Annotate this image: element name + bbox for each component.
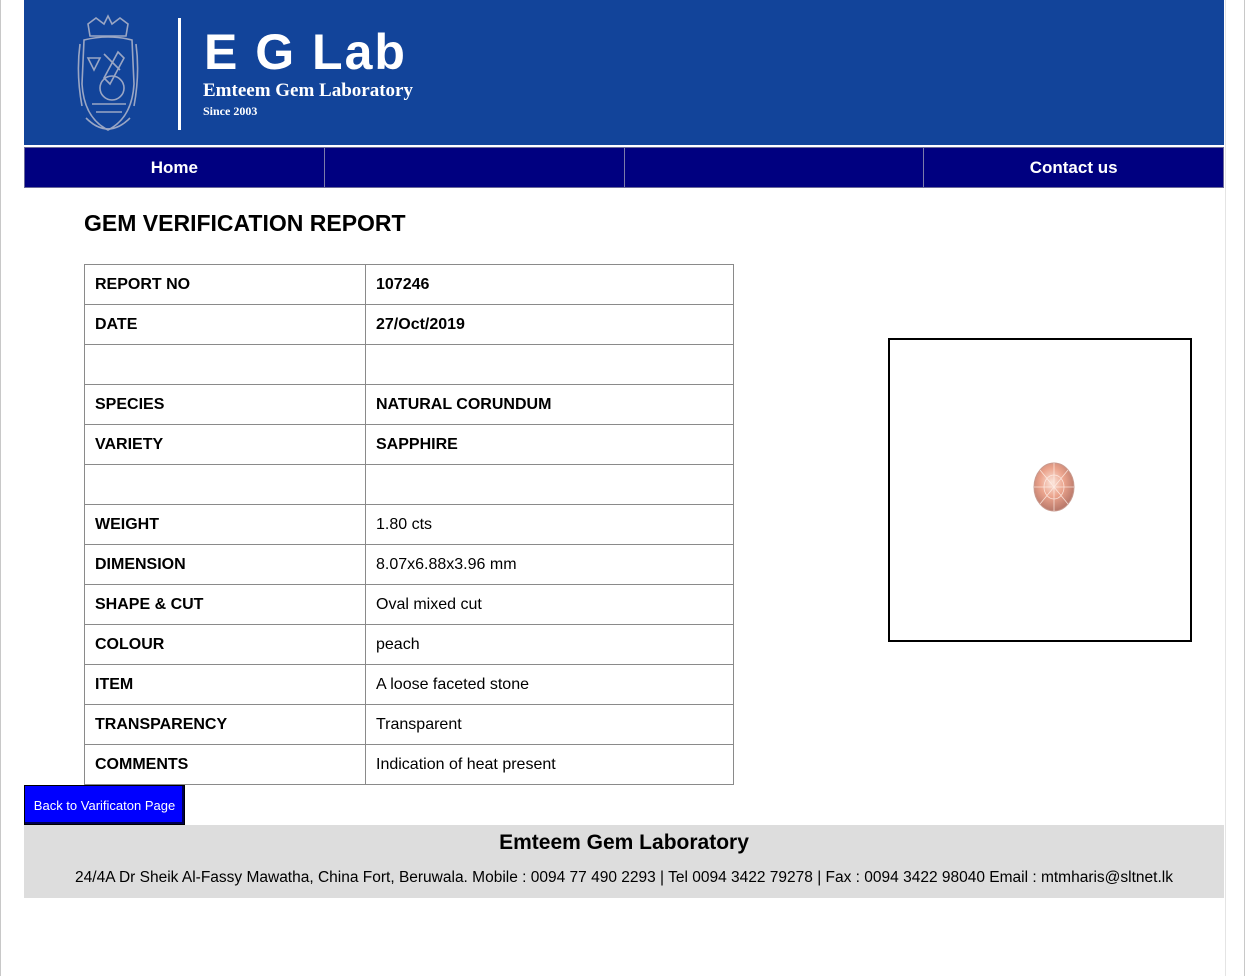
- report-row: [85, 465, 734, 505]
- report-row: [85, 665, 734, 705]
- page-border-left: [0, 0, 1, 976]
- report-row-label: WEIGHT: [85, 505, 366, 545]
- report-row-label: DATE: [85, 305, 366, 345]
- report-row-value: peach: [366, 625, 734, 665]
- nav-item-blank-2[interactable]: [625, 148, 925, 187]
- report-row-label: VARIETY: [85, 425, 366, 465]
- report-row-label: SHAPE & CUT: [85, 585, 366, 625]
- report-row-value: SAPPHIRE: [366, 425, 734, 465]
- logo-title: E G Lab: [204, 24, 407, 80]
- page-border-right: [1244, 0, 1245, 976]
- report-row-value: 107246: [366, 265, 734, 305]
- report-row-label: ITEM: [85, 665, 366, 705]
- report-row-value: 1.80 cts: [366, 505, 734, 545]
- report-row: [85, 305, 734, 345]
- site-footer: [24, 825, 1224, 898]
- report-row-value: [366, 345, 734, 385]
- nav-home[interactable]: Home: [25, 148, 325, 187]
- report-row-value: Transparent: [366, 705, 734, 745]
- report-row: [85, 345, 734, 385]
- report-row: [85, 585, 734, 625]
- report-row-value: Oval mixed cut: [366, 585, 734, 625]
- gem-photo: [1032, 461, 1076, 513]
- report-row-label: [85, 345, 366, 385]
- logo-since: Since 2003: [203, 104, 258, 118]
- report-row-label: COMMENTS: [85, 745, 366, 785]
- footer-address: 24/4A Dr Sheik Al-Fassy Mawatha, China Fort, Beruwala. Mobile : 0094 77 490 2293 | Tel 0094 3422 79278 | Fax : 0094 3422 98040 Email : mtmharis@sltnet.lk: [75, 869, 1173, 886]
- report-row-label: REPORT NO: [85, 265, 366, 305]
- report-row-label: DIMENSION: [85, 545, 366, 585]
- report-row-label: TRANSPARENCY: [85, 705, 366, 745]
- nav-contact-us[interactable]: Contact us: [1029, 157, 1118, 177]
- report-row: [85, 265, 734, 305]
- report-row: [85, 625, 734, 665]
- report-row: [85, 545, 734, 585]
- logo-divider: [178, 18, 181, 130]
- back-to-verification-button[interactable]: Back to Varificaton Page: [24, 785, 185, 825]
- report-row-value: 8.07x6.88x3.96 mm: [366, 545, 734, 585]
- site-header: [24, 0, 1224, 145]
- report-table: [84, 264, 734, 785]
- page-title: GEM VERIFICATION REPORT: [84, 210, 406, 236]
- report-row-value: Indication of heat present: [366, 745, 734, 785]
- report-row-value: A loose faceted stone: [366, 665, 734, 705]
- report-row: [85, 425, 734, 465]
- report-row: [85, 385, 734, 425]
- report-row: [85, 705, 734, 745]
- report-row-label: COLOUR: [85, 625, 366, 665]
- report-row-value: [366, 465, 734, 505]
- gem-photo-frame: [888, 338, 1192, 642]
- footer-lab-name: Emteem Gem Laboratory: [499, 831, 749, 854]
- report-row-value: 27/Oct/2019: [366, 305, 734, 345]
- nav-item-blank-1[interactable]: [325, 148, 625, 187]
- report-row: [85, 745, 734, 785]
- main-nav: [24, 147, 1224, 188]
- report-row-label: SPECIES: [85, 385, 366, 425]
- page-border-inner-right: [1225, 0, 1226, 976]
- report-row-label: [85, 465, 366, 505]
- logo-subtitle: Emteem Gem Laboratory: [203, 80, 413, 101]
- lab-crest-icon: [74, 14, 142, 134]
- report-row: [85, 505, 734, 545]
- report-row-value: NATURAL CORUNDUM: [366, 385, 734, 425]
